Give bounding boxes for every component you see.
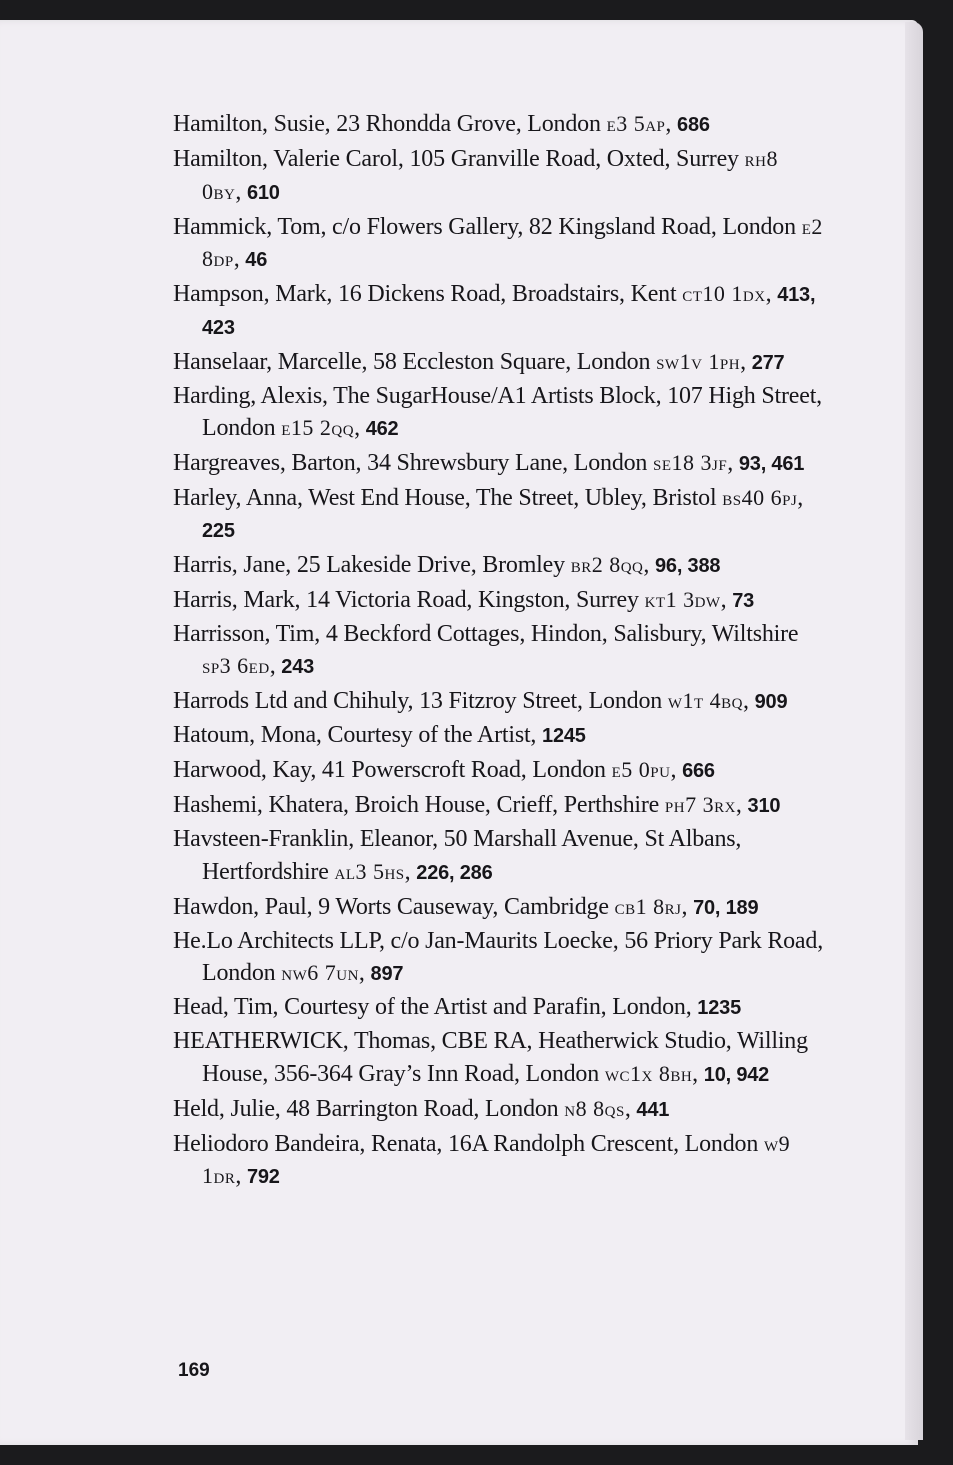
entry-postcode: se18 3jf	[653, 450, 728, 475]
index-entry: Harrods Ltd and Chihuly, 13 Fitzroy Street, London w1t 4bq, 909	[173, 688, 788, 714]
entry-postcode: e5 0pu	[611, 757, 671, 782]
entry-page-refs: 46	[245, 249, 268, 271]
entry-postcode: w1t 4bq	[667, 688, 744, 713]
entry-name-address: HEATHERWICK, Thomas, CBE RA, Heatherwick Studio, Willing House, 356-364 Gray’s Inn Road, London	[173, 1028, 808, 1087]
entry-name-address: He.Lo Architects LLP, c/o Jan-Maurits Loecke, 56 Priory Park Road, London	[173, 927, 823, 986]
entry-name-address: Hanselaar, Marcelle, 58 Eccleston Square, London	[173, 348, 657, 375]
page-number: 169	[178, 1360, 210, 1381]
index-entry: HEATHERWICK, Thomas, CBE RA, Heatherwick Studio, Willing House, 356-364 Gray’s Inn Road, London wc1x 8bh, 10, 942	[173, 1028, 808, 1087]
entry-postcode: sp3 6ed	[202, 653, 270, 678]
index-entry: Hashemi, Khatera, Broich House, Crieff, Perthshire ph7 3rx, 310	[173, 792, 781, 818]
entry-page-refs: 277	[751, 351, 785, 374]
entry-page-refs: 462	[365, 418, 399, 440]
entry-postcode: w9 1dr	[202, 1130, 791, 1188]
entry-postcode: e15 2qq	[281, 415, 355, 440]
entry-name-address: Hamilton, Valerie Carol, 105 Granville Road, Oxted, Surrey	[173, 146, 745, 172]
index-entry: Harrisson, Tim, 4 Beckford Cottages, Hindon, Salisbury, Wiltshire sp3 6ed, 243	[173, 620, 799, 679]
entry-postcode: cb1 8rj	[614, 893, 682, 919]
page-edge	[905, 22, 923, 1440]
index-entry-list	[173, 108, 823, 1195]
entry-page-refs: 1245	[542, 725, 586, 747]
entry-name-address: Harwood, Kay, 41 Powerscroft Road, London	[173, 757, 612, 783]
entry-name-address: Havsteen-Franklin, Eleanor, 50 Marshall Avenue, St Albans, Hertfordshire	[173, 826, 742, 885]
entry-page-refs: 610	[246, 181, 280, 204]
index-entry: Harris, Mark, 14 Victoria Road, Kingston, Surrey kt1 3dw, 73	[173, 586, 755, 613]
entry-postcode: rh8 0by	[202, 146, 778, 204]
index-entry: Hamilton, Valerie Carol, 105 Granville Road, Oxted, Surrey rh8 0by, 610	[173, 146, 778, 205]
index-entry	[173, 720, 823, 753]
entry-page-refs: 226, 286	[416, 861, 493, 884]
entry-name-address: Hatoum, Mona, Courtesy of the Artist,	[173, 722, 543, 748]
entry-postcode: e3 5ap	[606, 111, 666, 136]
entry-postcode: bs40 6pj	[722, 485, 798, 510]
entry-page-refs: 686	[677, 114, 710, 136]
entry-name-address: Heliodoro Bandeira, Renata, 16A Randolph Crescent, London	[173, 1130, 764, 1157]
entry-page-refs: 10, 942	[703, 1063, 770, 1086]
entry-page-refs: 73	[732, 589, 755, 612]
entry-page-refs: 225	[202, 519, 235, 542]
entry-page-refs: 96, 388	[654, 554, 721, 577]
entry-page-refs: 413, 423	[202, 284, 816, 339]
index-entry: Hammick, Tom, c/o Flowers Gallery, 82 Kingsland Road, London e2 8dp, 46	[173, 213, 823, 272]
entry-postcode: kt1 3dw	[644, 586, 721, 612]
index-entry: Harding, Alexis, The SugarHouse/A1 Artists Block, 107 High Street, London e15 2qq, 462	[173, 382, 822, 441]
index-entry: Hanselaar, Marcelle, 58 Eccleston Square, London sw1v 1ph, 277	[173, 348, 785, 375]
entry-postcode: e2 8dp	[202, 213, 823, 271]
entry-page-refs: 897	[370, 963, 404, 985]
entry-page-refs: 243	[281, 656, 315, 678]
entry-name-address: Harley, Anna, West End House, The Street, Ubley, Bristol	[173, 485, 723, 511]
index-entry: He.Lo Architects LLP, c/o Jan-Maurits Loecke, 56 Priory Park Road, London nw6 7un, 897	[173, 927, 823, 986]
entry-page-refs: 792	[246, 1166, 280, 1188]
index-entry	[173, 992, 823, 1025]
index-entry: Hawdon, Paul, 9 Worts Causeway, Cambridge cb1 8rj, 70, 189	[173, 893, 759, 920]
entry-name-address: Harrisson, Tim, 4 Beckford Cottages, Hindon, Salisbury, Wiltshire	[173, 620, 799, 647]
index-entry: Heliodoro Bandeira, Renata, 16A Randolph Crescent, London w9 1dr, 792	[173, 1130, 791, 1189]
index-entry: Hampson, Mark, 16 Dickens Road, Broadstairs, Kent ct10 1dx, 413, 423	[173, 281, 816, 339]
entry-name-address: Harrods Ltd and Chihuly, 13 Fitzroy Street, London	[173, 688, 668, 714]
entry-postcode: wc1x 8bh	[604, 1060, 693, 1086]
entry-name-address: Hashemi, Khatera, Broich House, Crieff, Perthshire	[173, 792, 665, 818]
entry-postcode: ct10 1dx	[682, 281, 766, 306]
entry-name-address: Held, Julie, 48 Barrington Road, London	[173, 1095, 565, 1122]
entry-name-address: Hampson, Mark, 16 Dickens Road, Broadstairs, Kent	[173, 281, 683, 307]
entry-postcode: sw1v 1ph	[656, 348, 741, 374]
entry-page-refs: 1235	[697, 997, 741, 1019]
entry-page-refs: 310	[747, 795, 781, 817]
index-entry: Harley, Anna, West End House, The Street, Ubley, Bristol bs40 6pj, 225	[173, 485, 804, 542]
entry-name-address: Hargreaves, Barton, 34 Shrewsbury Lane, London	[173, 450, 654, 476]
entry-page-refs: 909	[754, 691, 788, 713]
index-entry: Harris, Jane, 25 Lakeside Drive, Bromley br2 8qq, 96, 388	[173, 551, 721, 578]
index-entry: Hamilton, Susie, 23 Rhondda Grove, London e3 5ap, 686	[173, 111, 710, 137]
index-entry: Hargreaves, Barton, 34 Shrewsbury Lane, London se18 3jf, 93, 461	[173, 450, 805, 476]
entry-name-address: Harris, Jane, 25 Lakeside Drive, Bromley	[173, 551, 571, 578]
entry-page-refs: 666	[682, 760, 715, 782]
entry-name-address: Harding, Alexis, The SugarHouse/A1 Artists Block, 107 High Street, London	[173, 382, 822, 441]
entry-page-refs: 93, 461	[738, 453, 805, 475]
index-entry: Havsteen-Franklin, Eleanor, 50 Marshall Avenue, St Albans, Hertfordshire al3 5hs, 226, 286	[173, 826, 742, 885]
index-entry: Held, Julie, 48 Barrington Road, London n8 8qs, 441	[173, 1095, 670, 1122]
entry-name-address: Hawdon, Paul, 9 Worts Causeway, Cambridge	[173, 893, 615, 920]
entry-postcode: nw6 7un	[281, 960, 359, 985]
entry-page-refs: 441	[636, 1098, 670, 1121]
entry-name-address: Hamilton, Susie, 23 Rhondda Grove, London	[173, 111, 607, 137]
entry-postcode: ph7 3rx	[664, 792, 736, 817]
entry-name-address: Harris, Mark, 14 Victoria Road, Kingston, Surrey	[173, 586, 645, 613]
entry-page-refs: 70, 189	[693, 896, 759, 919]
entry-postcode: br2 8qq	[570, 551, 644, 577]
entry-name-address: Head, Tim, Courtesy of the Artist and Parafin, London,	[173, 994, 698, 1020]
entry-name-address: Hammick, Tom, c/o Flowers Gallery, 82 Kingsland Road, London	[173, 213, 802, 240]
entry-postcode: al3 5hs	[334, 858, 405, 884]
entry-postcode: n8 8qs	[564, 1095, 625, 1121]
index-entry: Harwood, Kay, 41 Powerscroft Road, London e5 0pu, 666	[173, 757, 715, 783]
